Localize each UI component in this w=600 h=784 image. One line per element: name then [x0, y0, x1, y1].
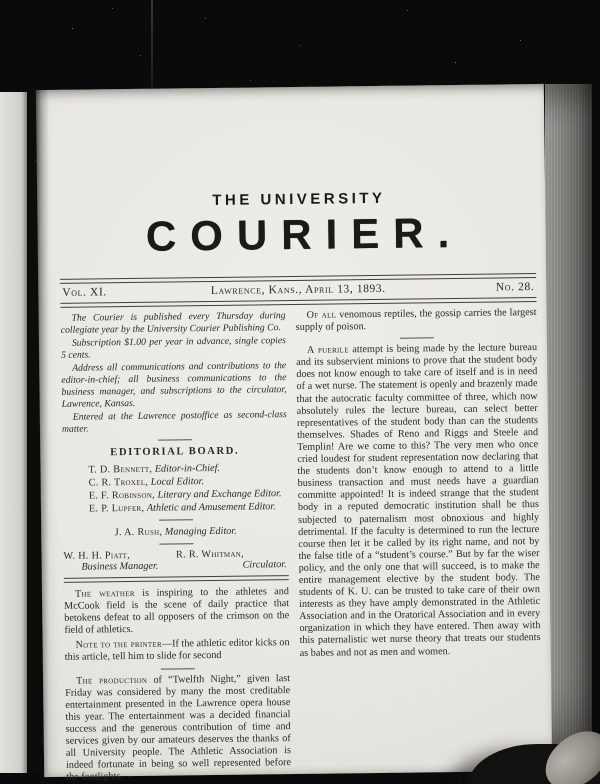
- masthead: [58, 84, 536, 262]
- section-divider: [159, 543, 193, 544]
- masthead-kicker: THE UNIVERSITY: [212, 189, 386, 209]
- puerile-paragraph: A puerile attempt is being made by the lecture bureau and its subservient minions to prove that the student body does not know enough to take care of itself and is in need of a wet nurse. The statement is openly and brazenly made that the autocratic faculty committee of three, which now absolutely rules the lecture bureau, can select better representatives of the student body than can the students themselves. Shades of Reno and Riggs and Steele and Templin! Are we come to this? The very men who once cried loudest for student representation now declaring that the students don’t know enough to attend to a little business transaction and must needs have a guardian committe appointed! It is indeed strange that the student body in a reputed democratic institution shall be thus subjected to paternalism most obnoxious and highly detrimental. If the faculty is determined to run the lecture course then let it be called by its right name, and not by the false title of a “student’s course.” But by far the wiser policy, and the only one that will succeed, is to make the entire management elective by the student body. The students of K. U. can be trusted to take care of their own interests as they have amply demonstrated in the Athletic Association and in the Oratorical Association and in every organization in which they have entered. Then away with this paternalistic wet nurse theory that treats our students as babes and not as men and women.: [296, 342, 541, 659]
- board-entry: E. P. Lupfer, Athletic and Amusement Editor.: [88, 501, 276, 515]
- board-bottom-rule: [64, 575, 289, 583]
- dateline-date: Lawrence, Kans., April 13, 1893.: [210, 282, 386, 298]
- right-column: [296, 307, 543, 784]
- dateline-volume: Vol. XI.: [62, 286, 107, 299]
- section-divider: [160, 668, 194, 669]
- printer-note-paragraph: Note to the printer—If the athletic editor kicks on this article, tell him to slide for second: [64, 637, 290, 664]
- editorial-board-heading: EDITORIAL BOARD.: [110, 445, 240, 459]
- book-page-edges: [545, 84, 592, 784]
- dust-speckles: [0, 0, 1, 1]
- managing-editor-entry: J. A. Rush, Managing Editor.: [114, 525, 237, 539]
- board-entry: C. R. Troxel, Local Editor.: [88, 476, 205, 489]
- weather-paragraph: The weather is inspiring to the athletes and McCook field is the scene of daily practice that betokens defeat to all opposers of the crimson on the field of athletics.: [64, 586, 290, 637]
- section-divider: [399, 337, 433, 338]
- previous-page-sliver: [0, 92, 27, 773]
- left-column: [61, 310, 292, 784]
- board-entry: E. F. Robinson, Literary and Exchange Editor.: [88, 488, 282, 502]
- section-divider: [158, 439, 192, 440]
- production-paragraph: The production of “Twelfth Night,” given last Friday was considered by many the most creditable entertainment presented in the Lawrence opera house this year. The entertainment was a decided financial success and the generous contribution of time and services given by our amateurs deserves the thanks of all University people. The Athletic Association is indeed fortunate in being so well represented before the footlights.: [65, 672, 292, 784]
- page-columns: [61, 307, 543, 784]
- business-manager: W. H. H. Piatt, Business Manager.: [63, 550, 159, 573]
- gossip-paragraph: Of all venomous reptiles, the gossip carries the largest supply of poison.: [295, 307, 537, 334]
- circulator: R. R. Whitman, Circulator.: [175, 548, 287, 571]
- managers-block: [63, 548, 288, 573]
- dateline-number: No. 28.: [495, 281, 535, 294]
- masthead-title: COURIER.: [145, 208, 464, 260]
- subscription-notice: Subscription $1.00 per year in advance, single copies 5 cents.: [60, 335, 286, 361]
- publication-notice: The Courier is published every Thursday during collegiate year by the University Courier Publishing Co.: [60, 310, 286, 336]
- postoffice-notice: Entered at the Lawrence postoffice as second-class matter.: [61, 409, 287, 435]
- background-page-edge-line: [151, 0, 153, 87]
- address-notice: Address all communications and contributions to the editor-in-chief; all business communications to the business manager, and subscriptions to the circulator, Lawrence, Kansas.: [61, 360, 287, 410]
- newspaper-page: [36, 84, 552, 784]
- board-entry: T. D. Bennett, Editor-in-Chief.: [88, 462, 221, 476]
- section-divider: [159, 519, 193, 520]
